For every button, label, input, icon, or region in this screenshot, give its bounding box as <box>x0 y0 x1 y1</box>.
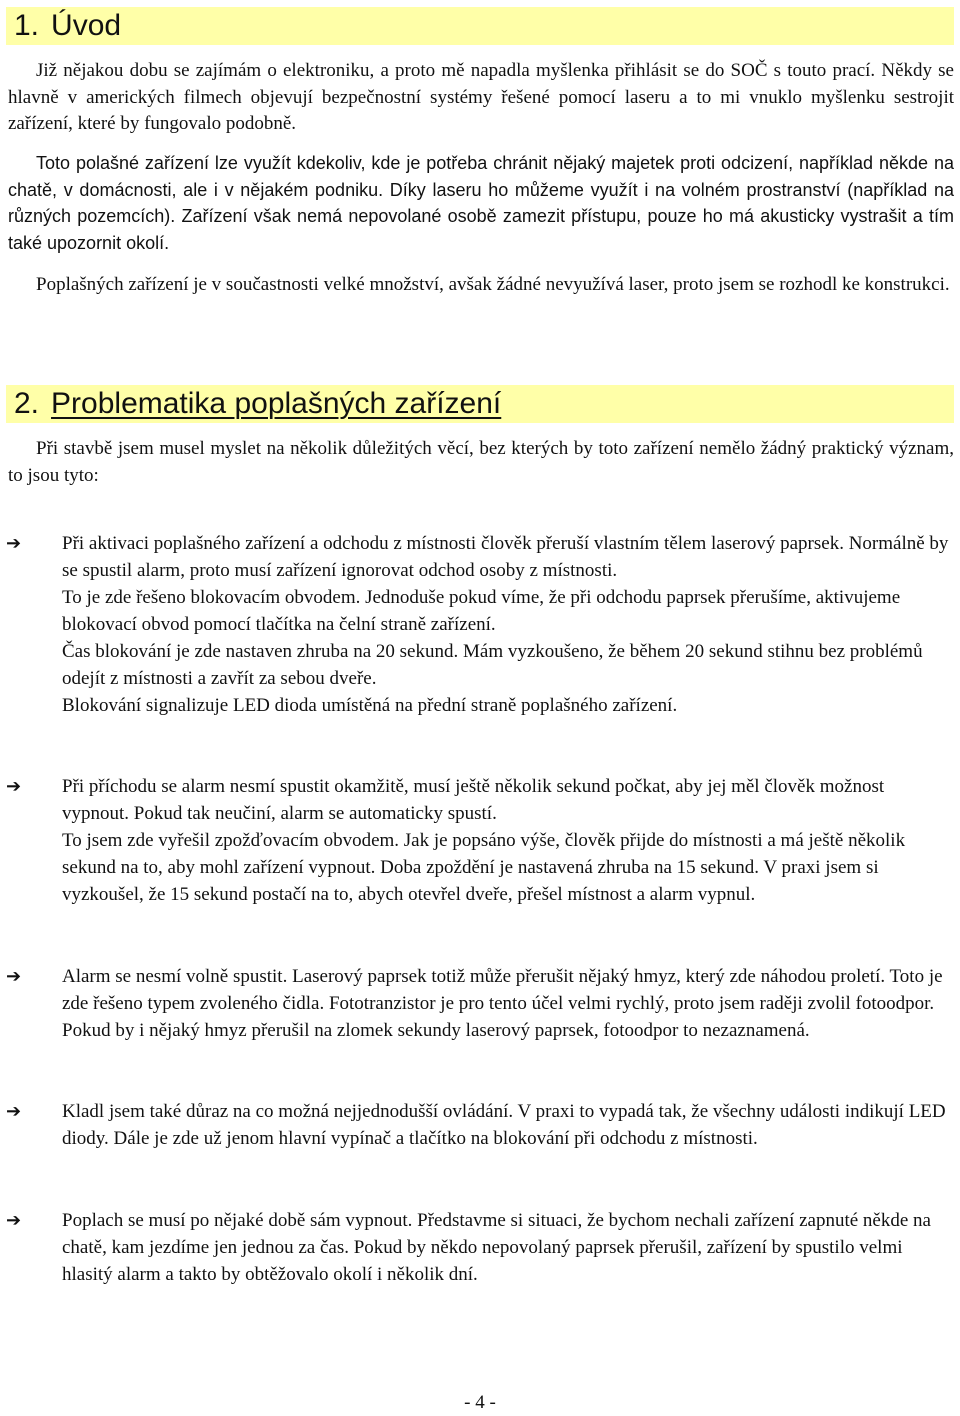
section-1-heading <box>6 7 954 45</box>
section-2-heading <box>6 385 954 423</box>
bullet-1-text-4: Blokování signalizuje LED dioda umístěná na přední straně poplašného zařízení. <box>62 695 678 716</box>
section-2-number: 2. <box>14 387 40 420</box>
intro-paragraph-3: Poplašných zařízení je v součastnosti velké množství, avšak žádné nevyužívá laser, proto jsem se rozhodl ke konstrukci. <box>36 274 950 295</box>
list-item <box>62 530 950 719</box>
list-item <box>62 1207 950 1288</box>
right-arrow-icon: ➔ <box>6 776 22 796</box>
section-2-intro: Při stavbě jsem musel myslet na několik důležitých věcí, bez kterých by toto zařízení nemělo žádný praktický význam, to jsou tyto: <box>8 438 954 486</box>
bullet-5-text-1: Poplach se musí po nějaké době sám vypnout. Představme si situaci, že bychom nechali zařízení zapnuté někde na chatě, kam jezdíme jen jednou za čas. Pokud by někdo nepovolaný paprsek přerušil, zařízení by spustilo velmi hlasitý alarm a takto by obtěžovalo okolí i několik dní. <box>62 1210 931 1285</box>
right-arrow-icon: ➔ <box>6 1101 22 1121</box>
section-1-title: Úvod <box>51 9 122 42</box>
right-arrow-icon: ➔ <box>6 966 22 986</box>
bullet-2-text-1: Při příchodu se alarm nesmí spustit okamžitě, musí ještě několik sekund počkat, aby jej měl člověk možnost vypnout. Pokud tak neučiní, alarm se automaticky spustí. <box>62 776 885 824</box>
list-item <box>62 963 950 1044</box>
intro-paragraph-2: Toto polašné zařízení lze využít kdekoliv, kde je potřeba chránit nějaký majetek proti odcizení, například někde na chatě, v domácnosti, ale i v nějakém podniku. Díky laseru ho můžeme využít i na volném prostranství (například na různých pozemcích). Zařízení však nemá nepovolané osobě zamezit přístupu, pouze ho má akusticky vystrašit a tím také upozornit okolí. <box>8 153 954 253</box>
list-item <box>62 1098 950 1152</box>
section-1-number: 1. <box>14 9 40 42</box>
list-item <box>62 773 950 908</box>
bullet-2-text-2: To jsem zde vyřešil zpožďovacím obvodem. Jak je popsáno výše, člověk přijde do místnosti a má ještě několik sekund na to, aby mohl zařízení vypnout. Doba zpoždění je nastavená zhruba na 15 sekund. V praxi jsem si vyzkoušel, že 15 sekund postačí na to, abych otevřel dveře, přešel místnost a alarm vypnul. <box>62 830 906 905</box>
right-arrow-icon: ➔ <box>6 533 22 553</box>
bullet-1-text-3: Čas blokování je zde nastaven zhruba na 20 sekund. Mám vyzkoušeno, že během 20 sekund stihnu bez problémů odejít z místnosti a zavřít za sebou dveře. <box>62 641 923 689</box>
section-2-title: Problematika poplašných zařízení <box>51 387 502 420</box>
intro-paragraph-1: Již nějakou dobu se zajímám o elektroniku, a proto mě napadla myšlenka přihlásit se do SOČ s touto prací. Někdy se hlavně v amerických filmech objevují bezpečnostní systémy řešené pomocí laseru a to mi vnuklo myšlenku sestrojit zařízení, které by fungovalo podobně. <box>8 60 954 135</box>
bullet-3-text-1: Alarm se nesmí volně spustit. Laserový paprsek totiž může přerušit nějaký hmyz, který zde náhodou proletí. Toto je zde řešeno typem zvoleného čidla. Fototranzistor je pro tento účel velmi rychlý, proto jsem raději zvolil fotoodpor. Pokud by i nějaký hmyz přerušil na zlomek sekundy laserový paprsek, fotoodpor to nezaznamená. <box>62 966 943 1041</box>
page-number: - 4 - <box>464 1392 496 1413</box>
right-arrow-icon: ➔ <box>6 1210 22 1230</box>
bullet-4-text-1: Kladl jsem také důraz na co možná nejjednodušší ovládání. V praxi to vypadá tak, že všechny události indikují LED diody. Dále je zde už jenom hlavní vypínač a tlačítko na blokování při odchodu z místnosti. <box>62 1101 946 1149</box>
bullet-1-text-2: To je zde řešeno blokovacím obvodem. Jednoduše pokud víme, že při odchodu paprsek přerušíme, aktivujeme blokovací obvod pomocí tlačítka na čelní straně zařízení. <box>62 587 901 635</box>
bullet-1-text-1: Při aktivaci poplašného zařízení a odchodu z místnosti člověk přeruší vlastním tělem laserový paprsek. Normálně by se spustil alarm, proto musí zařízení ignorovat odchod osoby z místnosti. <box>62 533 949 581</box>
